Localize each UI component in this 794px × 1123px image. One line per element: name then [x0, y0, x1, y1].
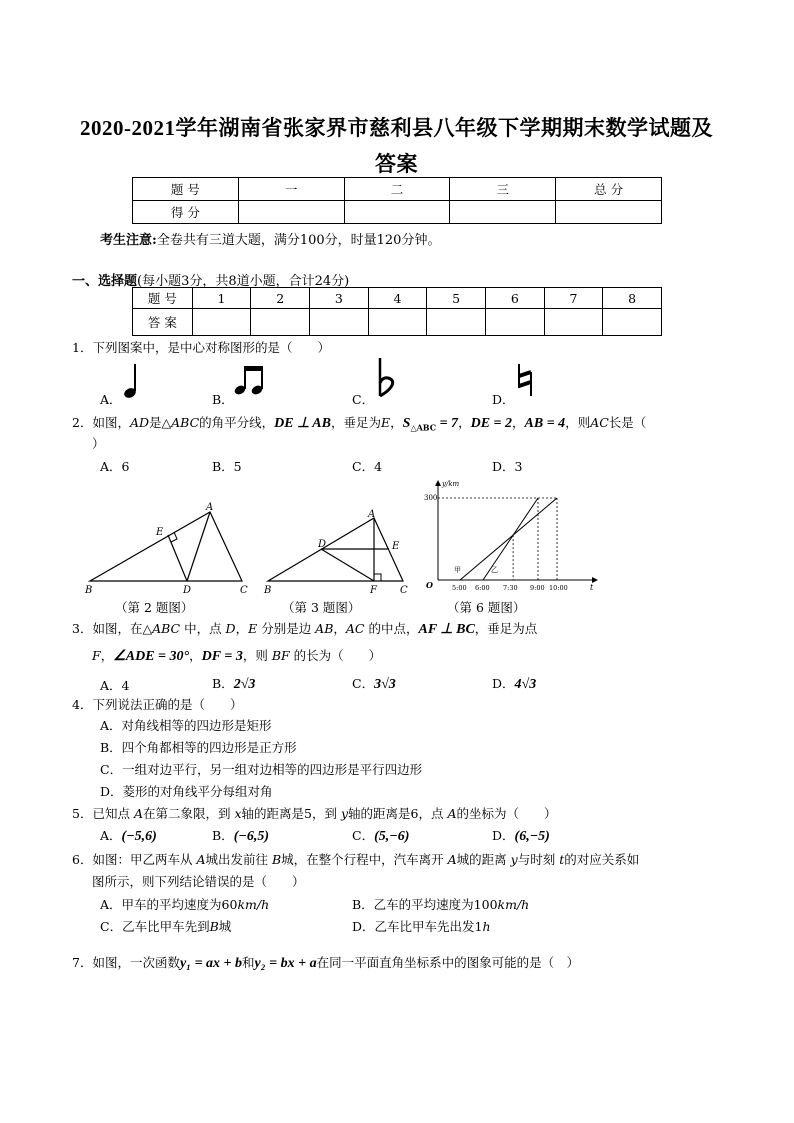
- text: 是△: [149, 415, 172, 430]
- math-subscript: △ABC: [410, 422, 437, 433]
- math: DE = 2: [470, 416, 513, 431]
- figure-2: [80, 498, 250, 598]
- score-row-label: 得 分: [133, 201, 239, 224]
- text: 在第二象限，到: [142, 806, 235, 821]
- math: S: [402, 416, 411, 431]
- unit: h: [482, 919, 491, 934]
- math: (−6,5): [233, 829, 269, 844]
- question-7-stem: [72, 953, 579, 972]
- x-tick-label: 7:30: [503, 584, 518, 592]
- q1-option-c[interactable]: C．: [352, 392, 375, 407]
- figure-6-caption: （第 6 题图）: [447, 600, 526, 615]
- text: ，垂足为点: [474, 621, 538, 636]
- question-1-stem: 1．下列图案中，是中心对称图形的是（ ）: [72, 340, 330, 355]
- option-letter: B．: [212, 676, 234, 691]
- math: AC: [345, 621, 365, 636]
- section-title: 一、选择题: [72, 274, 138, 289]
- answer-row-label: 题 号: [133, 288, 193, 309]
- q6-option-d[interactable]: [352, 917, 491, 935]
- answer-cell[interactable]: [603, 309, 662, 336]
- math: E: [381, 415, 391, 430]
- text: ，: [512, 415, 525, 430]
- x-tick-label: 10:00: [549, 584, 568, 592]
- math: A: [447, 852, 457, 867]
- answer-cell[interactable]: [368, 309, 427, 336]
- y-tick-label: 300: [424, 494, 438, 502]
- answer-number: 1: [192, 288, 251, 309]
- math: F: [92, 648, 101, 663]
- text: 6．如图：甲乙两车从: [72, 852, 197, 867]
- x-tick-label: 5:00: [452, 584, 467, 592]
- quarter-note-icon: [118, 360, 148, 400]
- answer-number: 8: [603, 288, 662, 309]
- fig3-label: C: [400, 585, 408, 596]
- question-3-stem-line2: [92, 646, 381, 665]
- math: ∠ADE = 30°: [113, 649, 190, 664]
- math: 4√3: [514, 677, 537, 692]
- math: ABC: [171, 415, 200, 430]
- score-header-cell: 题 号: [133, 178, 239, 201]
- score-header-cell: 总 分: [556, 178, 662, 201]
- text: 的中点，: [364, 621, 419, 636]
- text: 城的距离: [456, 852, 511, 867]
- math: AD: [129, 415, 150, 430]
- text: 的角平分线，: [199, 415, 275, 430]
- math: y: [340, 806, 349, 821]
- text: 在同一平面直角坐标系中的图象可能的是（ ）: [316, 955, 580, 970]
- series-line-jia: [460, 498, 557, 580]
- q2-option-b[interactable]: B．5: [212, 459, 242, 474]
- q5-option-a[interactable]: [100, 826, 157, 845]
- option-letter: D．: [492, 676, 515, 691]
- text: 城出发前往: [205, 852, 272, 867]
- option-text: A．甲车的平均速度为60: [100, 897, 238, 912]
- answer-cell[interactable]: [251, 309, 310, 336]
- q5-option-c[interactable]: [352, 826, 409, 845]
- text: 的坐标为（ ）: [456, 806, 557, 821]
- math: BF: [271, 648, 290, 663]
- math: = 7: [436, 416, 459, 431]
- text: ，: [390, 415, 403, 430]
- text: ，: [458, 415, 471, 430]
- math: A: [133, 806, 143, 821]
- score-table: [132, 177, 662, 224]
- math: E: [248, 621, 258, 636]
- segment-df: [321, 549, 374, 581]
- exam-notice: [100, 229, 440, 248]
- answer-cell[interactable]: [544, 309, 603, 336]
- beamed-notes-icon: [232, 362, 272, 398]
- math: B: [271, 852, 282, 867]
- q3-option-a[interactable]: A．4: [100, 678, 130, 693]
- q6-option-c[interactable]: [100, 917, 231, 935]
- text: 的长为（ ）: [289, 648, 382, 663]
- figure-3-caption: （第 3 题图）: [282, 600, 361, 615]
- text: 城，在整个行程中，汽车离开: [281, 852, 448, 867]
- q1-option-a[interactable]: A．: [100, 392, 122, 407]
- q3-option-c[interactable]: [352, 674, 396, 693]
- math: A: [447, 806, 457, 821]
- score-header-cell: 二: [344, 178, 450, 201]
- text: ，: [100, 648, 114, 663]
- math: y: [510, 852, 518, 867]
- math: 2√3: [233, 677, 256, 692]
- text: 长是（: [608, 415, 647, 430]
- answer-cell[interactable]: [192, 309, 251, 336]
- question-6-stem-line2: 图所示，则下列结论错误的是（ ）: [92, 874, 305, 889]
- score-header-cell: 一: [238, 178, 344, 201]
- text: 和: [242, 955, 255, 970]
- question-4-stem: 4．下列说法正确的是（ ）: [72, 697, 243, 712]
- fig3-label: F: [370, 585, 377, 596]
- score-cell[interactable]: [556, 201, 662, 224]
- answer-number: 3: [310, 288, 369, 309]
- option-text: 城: [218, 919, 232, 934]
- figure-6-chart: [424, 478, 604, 598]
- fig3-label: B: [264, 585, 272, 596]
- x-axis-label: t: [590, 583, 594, 592]
- answer-row-label: 答 案: [133, 309, 193, 336]
- y-axis-arrow-icon: [435, 480, 441, 486]
- question-3-stem: [72, 619, 537, 638]
- question-5-stem: [72, 804, 557, 822]
- segment-de: [168, 535, 187, 581]
- q6-option-b[interactable]: [352, 895, 529, 913]
- unit: km/h: [497, 897, 530, 912]
- notice-label: 考生注意:: [100, 233, 157, 248]
- unit: km/h: [237, 897, 270, 912]
- answer-number: 6: [485, 288, 544, 309]
- option-letter: C．: [352, 828, 375, 843]
- natural-sign-icon: [514, 362, 538, 398]
- text: 2．如图，: [72, 415, 130, 430]
- option-text: C．乙车比甲车先到: [100, 919, 210, 934]
- option-letter: B．: [212, 828, 234, 843]
- text: 7．如图，一次函数: [72, 955, 180, 970]
- page-title-continued: 答案: [375, 152, 418, 176]
- flat-sign-icon: [372, 356, 402, 400]
- math: (−5,6): [121, 829, 157, 844]
- text: 与时刻: [517, 852, 560, 867]
- math: (6,−5): [514, 829, 550, 844]
- score-cell[interactable]: [238, 201, 344, 224]
- option-letter: C．: [352, 676, 375, 691]
- text: ，: [235, 621, 249, 636]
- score-cell[interactable]: [450, 201, 556, 224]
- math: x: [234, 806, 242, 821]
- math: B: [209, 919, 219, 934]
- math: DF = 3: [201, 649, 243, 664]
- section-note: (每小题3分，共8道小题，合计24分): [137, 274, 350, 289]
- math: AF ⊥ BC: [418, 622, 475, 637]
- text: ，: [189, 648, 202, 663]
- q4-option-c[interactable]: C．一组对边平行，另一组对边相等的四边形是平行四边形: [100, 762, 423, 777]
- series-label-yi: 乙: [491, 566, 498, 574]
- fig3-label: A: [368, 509, 376, 520]
- right-angle-mark: [374, 574, 381, 581]
- q5-option-d[interactable]: [492, 826, 550, 845]
- fig2-label: E: [156, 527, 164, 538]
- score-cell[interactable]: [344, 201, 450, 224]
- q2-option-c[interactable]: C．4: [352, 459, 383, 474]
- answer-cell[interactable]: [427, 309, 486, 336]
- fig2-label: C: [240, 585, 248, 596]
- math: DE ⊥ AB: [274, 416, 331, 431]
- segment-ad: [187, 512, 210, 581]
- origin-label: O: [426, 580, 433, 590]
- series-label-jia: 甲: [454, 566, 461, 574]
- math: (5,−6): [374, 829, 410, 844]
- answer-number: 7: [544, 288, 603, 309]
- page-title: 2020-2021学年湖南省张家界市慈利县八年级下学期期末数学试题及: [80, 116, 713, 140]
- math: t: [559, 852, 565, 867]
- question-2-stem: [72, 413, 646, 433]
- math: D: [225, 621, 236, 636]
- x-tick-label: 9:00: [530, 584, 545, 592]
- math: AB = 4: [524, 416, 566, 431]
- math: ABC: [152, 621, 181, 636]
- q4-option-a[interactable]: A．对角线相等的四边形是矩形: [100, 718, 272, 733]
- text: 3．如图，在△: [72, 621, 153, 636]
- math: 3√3: [374, 677, 396, 692]
- answer-number: 5: [427, 288, 486, 309]
- math: AB: [315, 621, 334, 636]
- q4-option-b[interactable]: B．四个角都相等的四边形是正方形: [100, 740, 297, 755]
- text: ，垂足为: [330, 415, 381, 430]
- fig2-label: A: [206, 502, 214, 513]
- q5-option-b[interactable]: [212, 826, 269, 845]
- y-axis-label: y/km: [442, 480, 460, 488]
- q3-option-d[interactable]: [492, 674, 536, 693]
- q4-option-d[interactable]: D．菱形的对角线平分每组对角: [100, 784, 273, 799]
- text: 轴的距离是5，到: [241, 806, 341, 821]
- answer-table: [132, 287, 662, 336]
- text: ，: [333, 621, 346, 636]
- notice-text: 全卷共有三道大题，满分100分，时量120分钟。: [156, 233, 441, 248]
- text: ，则: [242, 648, 272, 663]
- question-2-close: ）: [92, 436, 105, 451]
- option-letter: A．: [100, 828, 122, 843]
- text: 分别是边: [257, 621, 316, 636]
- score-header-cell: 三: [450, 178, 556, 201]
- q6-option-a[interactable]: [100, 895, 269, 913]
- question-6-stem: [72, 850, 639, 868]
- text: ，则: [565, 415, 591, 430]
- q3-option-b[interactable]: [212, 674, 255, 693]
- q1-option-b[interactable]: B．: [212, 392, 234, 407]
- x-tick-label: 6:00: [475, 584, 490, 592]
- answer-cell[interactable]: [310, 309, 369, 336]
- math: AC: [590, 415, 609, 430]
- math: y₂ = bx + a: [254, 956, 317, 971]
- fig2-label: B: [85, 585, 93, 596]
- option-text: B．乙车的平均速度为100: [352, 897, 498, 912]
- text: 5．已知点: [72, 806, 134, 821]
- answer-number: 2: [251, 288, 310, 309]
- answer-number: 4: [368, 288, 427, 309]
- fig3-label: D: [318, 539, 327, 550]
- q2-option-d[interactable]: D．3: [492, 459, 523, 474]
- figure-3: [262, 508, 412, 598]
- fig3-label: E: [392, 541, 400, 552]
- text: 轴的距离是6，点: [348, 806, 448, 821]
- figure-2-caption: （第 2 题图）: [115, 600, 194, 615]
- fig2-label: D: [183, 585, 192, 596]
- option-letter: D．: [492, 828, 515, 843]
- option-text: D．乙车比甲车先出发1: [352, 919, 483, 934]
- q2-option-a[interactable]: A．6: [100, 459, 130, 474]
- answer-cell[interactable]: [485, 309, 544, 336]
- text: 的对应关系如: [564, 852, 640, 867]
- math: y₁ = ax + b: [179, 956, 243, 971]
- math: A: [196, 852, 206, 867]
- text: 中，点: [180, 621, 226, 636]
- q1-option-d[interactable]: D．: [492, 392, 515, 407]
- triangle-abc: [90, 512, 242, 581]
